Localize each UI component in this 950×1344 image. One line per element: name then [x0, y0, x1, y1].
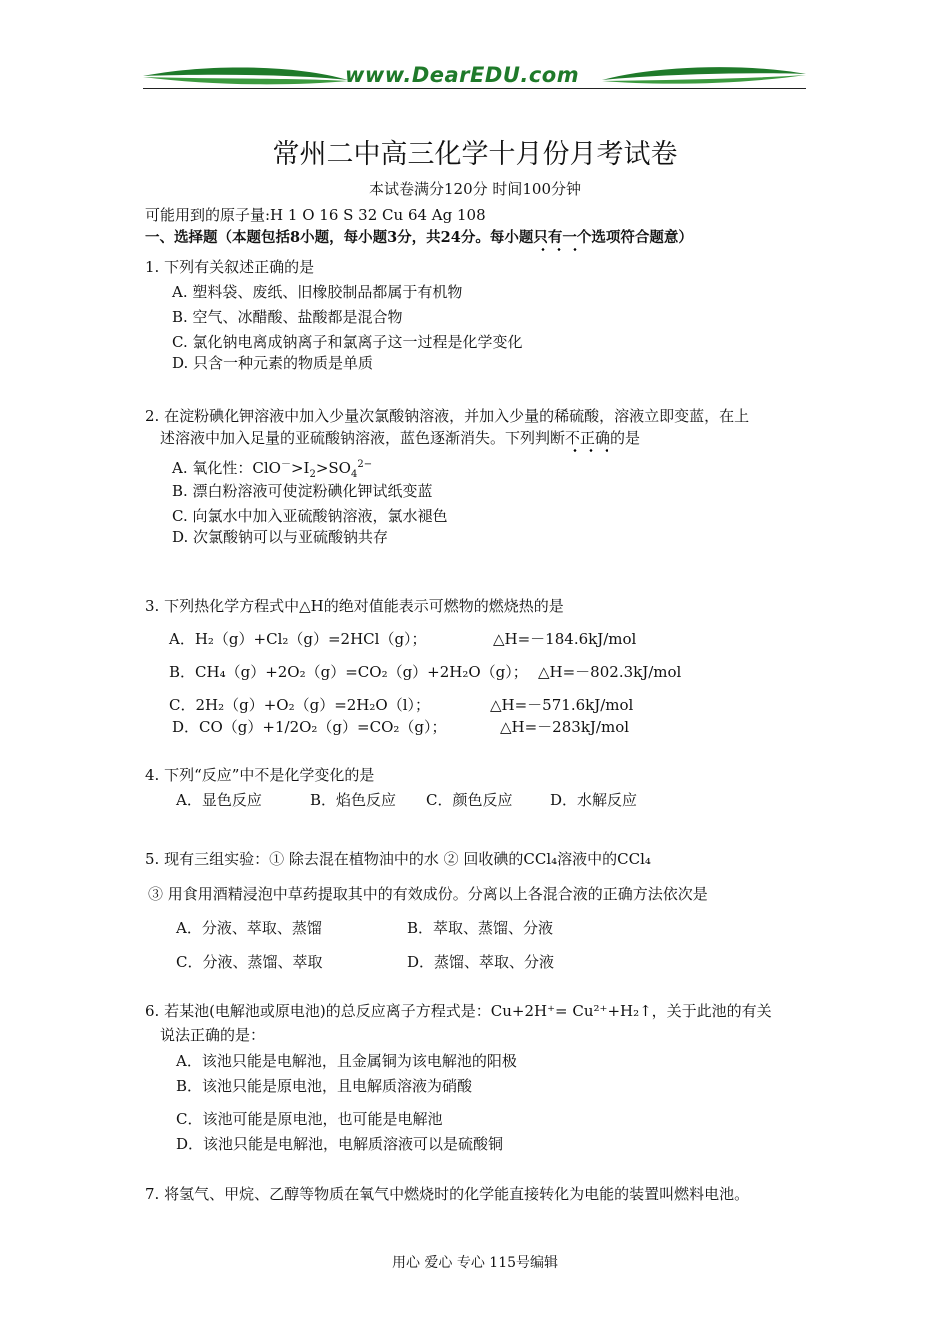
q3-option-d-dh: △H=－283kJ/mol	[500, 718, 630, 736]
q4-option-d: D．水解反应	[550, 791, 638, 809]
q6-option-b: B．该池只能是原电池，且电解质溶液为硝酸	[176, 1077, 473, 1095]
question-6-line2: 说法正确的是：	[160, 1026, 266, 1044]
q2-option-b: B. 漂白粉溶液可使淀粉碘化钾试纸变蓝	[172, 482, 433, 500]
q5-option-c: C．分液、蒸馏、萃取	[176, 953, 323, 971]
q3-option-b-dh: △H=－802.3kJ/mol	[538, 663, 682, 681]
q4-option-c: C．颜色反应	[426, 791, 513, 809]
q6-option-a: A．该池只能是电解池，且金属铜为该电解池的阳极	[176, 1052, 517, 1070]
q3-option-a-equation: A．H₂（g）+Cl₂（g）=2HCl（g）；	[169, 630, 427, 648]
q3-option-c-dh: △H=－571.6kJ/mol	[490, 696, 634, 714]
exam-info: 本试卷满分120分 时间100分钟	[368, 180, 582, 198]
header-leaf-left	[143, 64, 348, 88]
q2-option-d: D. 次氯酸钠可以与亚硫酸钠共存	[172, 528, 389, 546]
question-3-stem: 3. 下列热化学方程式中△H的绝对值能表示可燃物的燃烧热的是	[145, 597, 564, 615]
q3-option-b-equation: B．CH₄（g）+2O₂（g）=CO₂（g）+2H₂O（g）；	[169, 663, 528, 681]
question-5-line2: ③ 用食用酒精浸泡中草药提取其中的有效成份。分离以上各混合液的正确方法依次是	[148, 885, 708, 903]
q5-option-a: A．分液、萃取、蒸馏	[176, 919, 322, 937]
page-title: 常州二中高三化学十月份月考试卷	[272, 139, 678, 170]
q2-option-a: A. 氧化性：$ClO^->I_2>SO_4^{2-}$	[172, 459, 373, 480]
q5-option-b: B．萃取、蒸馏、分液	[407, 919, 554, 937]
question-6-line1: 6. 若某池(电解池或原电池)的总反应离子方程式是：Cu+2H⁺= Cu²⁺+H₂↑，关于此池的有关	[145, 1002, 772, 1020]
q6-option-c: C．该池可能是原电池，也可能是电解池	[176, 1110, 443, 1128]
q1-option-a: A. 塑料袋、废纸、旧橡胶制品都属于有机物	[172, 283, 463, 301]
section-heading: 一、选择题（本题包括8小题，每小题3分，共24分。每小题只有一个选项符合题意）	[145, 229, 693, 246]
q1-option-c: C. 氯化钠电离成钠离子和氯离子这一过程是化学变化	[172, 333, 523, 351]
question-2-line2: 述溶液中加入足量的亚硫酸钠溶液，蓝色逐渐消失。下列判断不正确的是	[160, 429, 641, 447]
atomic-masses: 可能用到的原子量:H 1 O 16 S 32 Cu 64 Ag 108	[145, 206, 486, 224]
q2-option-c: C. 向氯水中加入亚硫酸钠溶液，氯水褪色	[172, 507, 448, 525]
q6-option-d: D．该池只能是电解池，电解质溶液可以是硫酸铜	[176, 1135, 504, 1153]
header-rule	[143, 88, 806, 89]
q3-option-c-equation: C．2H₂（g）+O₂（g）=2H₂O（l）；	[169, 696, 430, 714]
question-4-stem: 4. 下列“反应”中不是化学变化的是	[145, 766, 375, 784]
site-logo[interactable]: www.DearEDU.com	[345, 63, 580, 87]
q4-option-b: B．焰色反应	[310, 791, 397, 809]
header-leaf-right	[602, 64, 806, 88]
question-5-line1: 5. 现有三组实验：① 除去混在植物油中的水 ② 回收碘的CCl₄溶液中的CCl₄	[145, 850, 651, 868]
question-2-line1: 2. 在淀粉碘化钾溶液中加入少量次氯酸钠溶液，并加入少量的稀硫酸，溶液立即变蓝，在上	[145, 407, 750, 425]
q4-option-a: A．显色反应	[176, 791, 262, 809]
question-7-stem: 7. 将氢气、甲烷、乙醇等物质在氧气中燃烧时的化学能直接转化为电能的装置叫燃料电池。	[145, 1185, 750, 1203]
q1-option-d: D. 只含一种元素的物质是单质	[172, 354, 374, 372]
question-1-stem: 1. 下列有关叙述正确的是	[145, 258, 315, 276]
page-footer: 用心 爱心 专心 115号编辑	[391, 1255, 559, 1271]
q3-option-a-dh: △H=－184.6kJ/mol	[493, 630, 637, 648]
q5-option-d: D．蒸馏、萃取、分液	[407, 953, 555, 971]
q1-option-b: B. 空气、冰醋酸、盐酸都是混合物	[172, 308, 403, 326]
q3-option-d-equation: D．CO（g）+1/2O₂（g）=CO₂（g）；	[172, 718, 447, 736]
